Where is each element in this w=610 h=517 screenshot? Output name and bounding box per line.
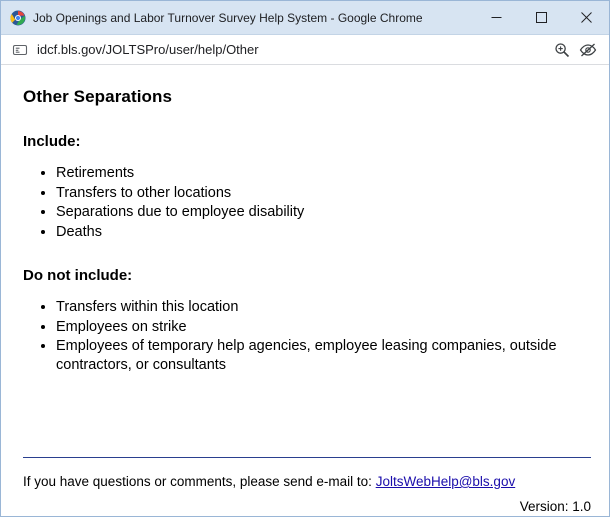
list-item: • Transfers within this location [56,298,587,317]
zoom-in-icon[interactable] [551,39,573,61]
close-icon[interactable] [564,1,609,34]
page-title: Other Separations [23,87,173,106]
list-item: • Transfers to other locations [56,184,587,203]
email-link[interactable]: JoltsWebHelp@bls.gov [375,474,516,489]
section-heading-do-not-include: Do not include: [23,267,133,285]
list-item: • Employees of temporary help agencies, employee leasing companies, outside contractors, or consultants [56,337,587,374]
footer-contact-text: If you have questions or comments, please send e-mail to: [23,474,376,489]
maximize-icon[interactable] [519,1,564,34]
url-text[interactable]: idcf.bls.gov/JOLTSPro/user/help/Other [37,42,259,57]
window-controls [474,1,609,34]
list-item: • Retirements [56,164,587,183]
page-content [1,65,609,517]
list-item: • Employees on strike [56,318,587,337]
do-not-include-list [23,298,587,374]
footer-divider [23,457,591,458]
address-bar[interactable] [1,35,609,65]
page-footer [23,457,591,514]
minimize-icon[interactable] [474,1,519,34]
list-item: • Separations due to employee disability [56,203,587,222]
chrome-icon [10,10,26,26]
list-item: • Deaths [56,223,587,242]
window-title: Job Openings and Labor Turnover Survey Help System - Google Chrome [33,10,423,25]
title-bar [1,1,609,35]
footer-contact [23,474,591,489]
section-heading-include: Include: [23,133,81,150]
include-list [23,164,587,241]
eye-crossed-icon[interactable] [577,39,599,61]
version-label: Version: 1.0 [519,499,591,514]
site-info-icon[interactable] [11,41,29,59]
